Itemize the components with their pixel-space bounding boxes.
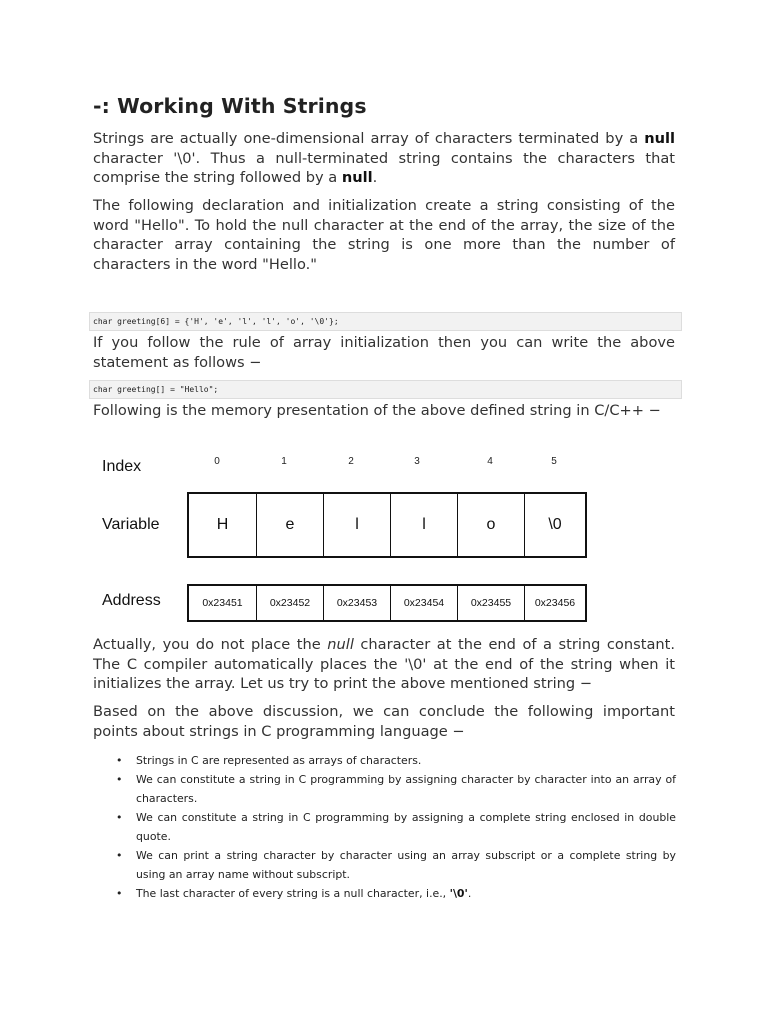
key-points-list xyxy=(136,751,676,903)
list-item: • We can print a string character by character using an array subscript or a complete string by using an array name without subscript. xyxy=(136,846,676,884)
address-cell: 0x23451 xyxy=(189,586,257,620)
variable-label: Variable xyxy=(102,516,160,533)
null-constant-text-1: Actually, you do not place the xyxy=(93,636,328,653)
index-label: Index xyxy=(102,458,142,475)
variable-cell: H xyxy=(189,494,257,556)
strings-intro-paragraph xyxy=(93,129,675,188)
conclusion-paragraph: Based on the above discussion, we can conclude the following important points about strings in C programming language − xyxy=(93,703,675,740)
address-label: Address xyxy=(102,592,161,609)
code-snippet-array-init: char greeting[6] = {'H', 'e', 'l', 'l', 'o', '\0'}; xyxy=(89,312,682,331)
address-row xyxy=(187,584,587,622)
null-constant-text-2: character at the end of a string constant. The C compiler automatically places the '\0' at the end of the string when it initializes the array. Let us try to print the above mentioned string − xyxy=(93,636,675,692)
index-value: 3 xyxy=(414,456,420,467)
memory-presentation-paragraph: Following is the memory presentation of the above defined string in C/C++ − xyxy=(93,402,661,419)
address-cell: 0x23456 xyxy=(534,597,576,609)
list-item xyxy=(136,884,676,903)
address-cell: 0x23452 xyxy=(257,586,324,620)
address-cell: 0x23453 xyxy=(324,586,391,620)
list-item: • We can constitute a string in C programming by assigning character by character into an array of characters. xyxy=(136,770,676,808)
address-cell: 0x23454 xyxy=(391,586,458,620)
intro-text-3: . xyxy=(372,169,378,186)
index-value: 2 xyxy=(348,456,354,467)
null-term-italic: null xyxy=(327,636,354,653)
variable-cell: \0 xyxy=(548,516,562,533)
last-bullet-text: The last character of every string is a null character, i.e., xyxy=(136,887,450,900)
variable-cell: o xyxy=(458,494,525,556)
list-item: • Strings in C are represented as arrays of characters. xyxy=(136,751,676,770)
last-bullet-end: . xyxy=(467,887,472,900)
variable-cell: e xyxy=(257,494,324,556)
null-char-literal: '\0' xyxy=(449,887,468,900)
null-term-2: null xyxy=(341,169,373,186)
array-init-rule-paragraph: If you follow the rule of array initialization then you can write the above statement as follows − xyxy=(93,334,675,371)
variable-row xyxy=(187,492,587,558)
null-term-1: null xyxy=(644,130,675,147)
list-item: • We can constitute a string in C programming by assigning a complete string enclosed in double quote. xyxy=(136,808,676,846)
intro-text-1: Strings are actually one-dimensional array of characters terminated by a xyxy=(93,130,645,147)
code-snippet-string-literal: char greeting[] = "Hello"; xyxy=(89,380,682,399)
index-value: 4 xyxy=(487,456,493,467)
declaration-paragraph: The following declaration and initialization create a string consisting of the word "Hello". To hold the null character at the end of the array, the size of the character array containing the string is one more than the number of characters in the word "Hello." xyxy=(93,197,675,273)
null-constant-paragraph xyxy=(93,635,675,694)
page-title: -: Working With Strings xyxy=(93,94,367,118)
intro-text-2: character '\0'. Thus a null-terminated string contains the characters that comprise the string followed by a xyxy=(93,149,675,186)
index-value: 1 xyxy=(281,456,287,467)
address-cell: 0x23455 xyxy=(458,586,525,620)
variable-cell: l xyxy=(324,494,391,556)
variable-cell: l xyxy=(391,494,458,556)
index-value: 5 xyxy=(551,456,557,467)
index-value: 0 xyxy=(214,456,220,467)
